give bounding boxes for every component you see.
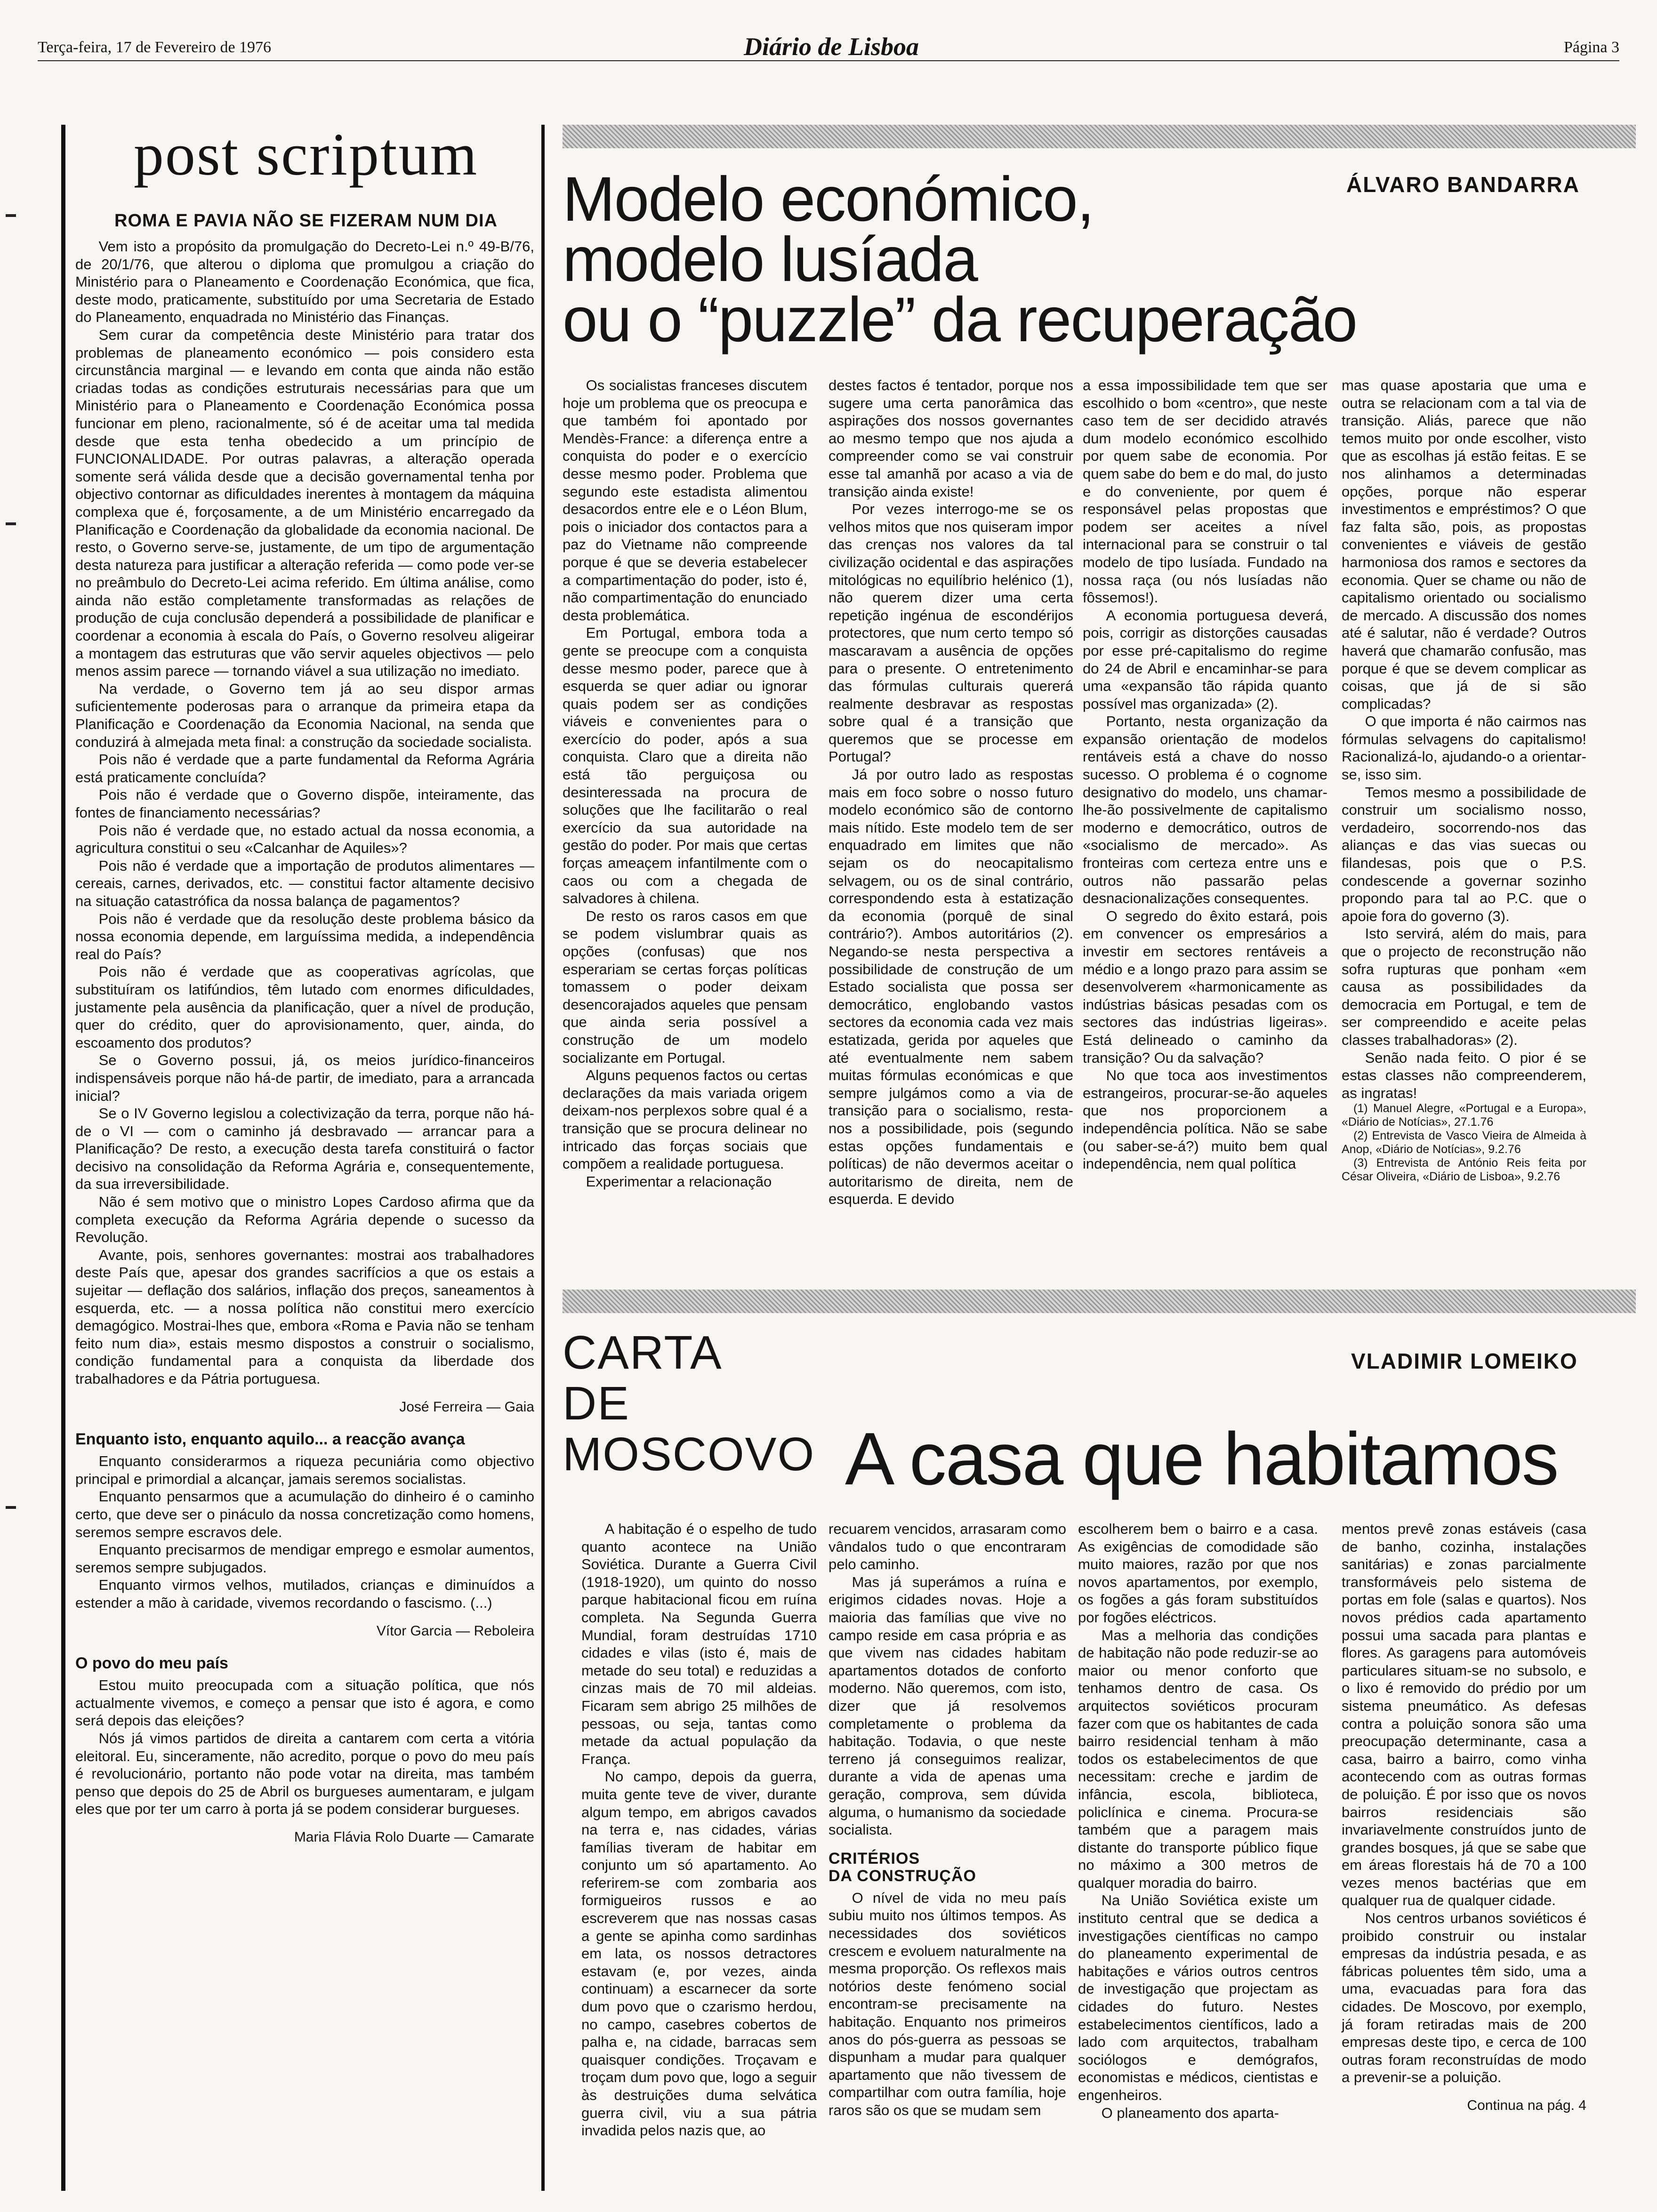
post-scriptum-body (75, 238, 534, 1860)
article-column (1078, 1520, 1318, 2122)
page-header (38, 28, 1619, 61)
paragraph: Enquanto precisarmos de mendigar emprego e esmolar aumentos, seremos sempre subjugados. (75, 1541, 534, 1576)
footnote: (2) Entrevista de Vasco Vieira de Almeida à Anop, «Diário de Notícias», 9.2.76 (1342, 1129, 1586, 1156)
left-border-rule (61, 125, 65, 2191)
paragraph: Pois não é verdade que a importação de produtos alimentares — cereais, carnes, derivados, etc. — constitui factor altamente decisivo na situação catastrófica da nossa balança de pagamentos? (75, 857, 534, 909)
paragraph: Temos mesmo a possibilidade de construir um socialismo nosso, verdadeiro, socorrendo-nos das alianças e das vias suecas ou filandesas, pois que o P.S. condescende a governar sozinho propondo para tal ao P.C. que o apoie fora do governo (3). (1342, 784, 1586, 924)
paragraph: Pois não é verdade que, no estado actual da nossa economia, a agricultura constitui o seu «Calcanhar de Aquiles»? (75, 822, 534, 857)
section-label-line: CARTA (563, 1326, 723, 1379)
headline-line: modelo lusíada (563, 224, 977, 295)
paragraph: Alguns pequenos factos ou certas declarações da mais variada origem deixam-nos perplexos sobre qual é a transição que se procura delinear no intricado das forças sociais que compõem a realidade portuguesa. (563, 1067, 807, 1172)
headline-line: ou o “puzzle” da recuperação (563, 285, 1357, 355)
paragraph: Não é sem motivo que o ministro Lopes Cardoso afirma que da completa execução da Reforma Agrária depende o sucesso da Revolução. (75, 1194, 534, 1246)
margin-mark (6, 214, 16, 217)
footnote: (1) Manuel Alegre, «Portugal e a Europa», «Diário de Notícias», 27.1.76 (1342, 1102, 1586, 1129)
paragraph: Pois não é verdade que as cooperativas agrícolas, que substituíram os latifúndios, têm lutado com enormes dificuldades, justamente pela ausência da planificação, quer a nível de produção, quer do crédito, quer do aprovisionamento, quer, ainda, do escoamento dos produtos? (75, 963, 534, 1051)
letter-signature: José Ferreira — Gaia (399, 1399, 534, 1415)
article-column (828, 377, 1073, 1208)
paragraph: Pois não é verdade que a parte fundamental da Reforma Agrária está praticamente concluída? (75, 751, 534, 785)
article-author: VLADIMIR LOMEIKO (1351, 1349, 1578, 1373)
paragraph: O planeamento dos aparta- (1101, 2104, 1279, 2121)
paragraph: Enquanto virmos velhos, mutilados, crianças e diminuídos a estender a mão à caridade, vivemos recordando o fascismo. (...) (75, 1577, 534, 1611)
paragraph: Mas já superámos a ruína e erigimos cidades novas. Hoje a maioria das famílias que vive no campo reside em casa própria e as que vivem nas cidades habitam apartamentos dotados de conforto moderno. Não queremos, com isto, dizer que já resolvemos completamente o problema da habitação. Todavia, o que neste terreno já conseguimos realizar, durante a vida de apenas uma geração, comprova, sem dúvida alguma, o humanismo da sociedade socialista. (828, 1573, 1066, 1838)
article-author: ÁLVARO BANDARRA (1346, 172, 1580, 197)
continued-link[interactable]: Continua na pág. 4 (1467, 2098, 1586, 2113)
paragraph: Em Portugal, embora toda a gente se preocupe com a conquista desse mesmo poder, parece que à esquerda se quer adiar ou ignorar quais podem ser as condições viáveis e convenientes para o exercício do poder, após a sua conquista. Claro que a direita não está tão perguiçosa ou desinteressada na procura de soluções que lhe facilitarão o real exercício da sua autoridade na gestão do poder. Por mais que certas forças ameaçem infantilmente com o caos ou com a chegada de salvadores à chilena. (563, 625, 807, 907)
paragraph: O que importa é não cairmos nas fórmulas selvagens do capitalismo! Racionalizá-lo, ajudando-o a orientar-se, isso sim. (1342, 713, 1586, 783)
subheading (828, 1850, 1066, 1885)
paragraph: Vem isto a propósito da promulgação do Decreto-Lei n.º 49-B/76, de 20/1/76, que alterou o diploma que promulgou a criação do Ministério para o Planeamento e Coordenação Económica, que fica, deste modo, praticamente, substituído por uma Secretaria de Estado do Planeamento, enquadrada no Ministério das Finanças. (75, 238, 534, 326)
letter-signature: Vítor Garcia — Reboleira (376, 1623, 534, 1639)
paragraph: Experimentar a relacionação (586, 1173, 772, 1190)
margin-mark (6, 522, 16, 525)
paragraph: Pois não é verdade que o Governo dispõe, inteiramente, das fontes de financiamento necessárias? (75, 786, 534, 821)
header-rule (38, 60, 1619, 61)
letter-title: Enquanto isto, enquanto aquilo... a reacção avança (75, 1430, 465, 1449)
paragraph: Senão nada feito. O pior é se estas classes não compreenderem, as ingratas! (1342, 1049, 1586, 1101)
paragraph: Estou muito preocupada com a situação política, que nós actualmente vivemos, e começo a pensar que isto é agora, e como será depois das eleições? (75, 1677, 534, 1729)
paragraph: Nós já vimos partidos de direita a cantarem com certa a vitória eleitoral. Eu, sinceramente, não acredito, porque o povo do meu país é revolucionário, portanto não pode votar na direita, mas também penso que depois do 25 de Abril os burgueses aumentaram, e julgam eles que por ter um carro à porta já se podem considerar burgueses. (75, 1730, 534, 1818)
paragraph: O segredo do êxito estará, pois em convencer os empresários a investir em sectores rentáveis a médio e a longo prazo para assim se desenvolverem «harmonicamente as indústrias básicas pesadas com os sectores das indústrias ligeiras». Está delineado o caminho da transição? Ou da salvação? (1083, 907, 1327, 1066)
issue-date: Terça-feira, 17 de Fevereiro de 1976 (38, 39, 272, 56)
paragraph: Se o IV Governo legislou a colectivização da terra, porque não há-de o VI — com o caminho já desbravado — arrancar para a Planificação? De resto, a execução desta tarefa constituirá o factor decisivo na consolidação da Reforma Agrária e, consequentemente, da sua irreversibilidade. (75, 1105, 534, 1193)
paragraph: Avante, pois, senhores governantes: mostrai aos trabalhadores deste País que, apesar dos grandes sacrifícios a que os estais a sujeitar — deflação dos salários, inflação dos preços, saneamentos à esquerda, etc. — a nossa política não constitui mero exercício demagógico. Mostrai-lhes que, embora «Roma e Pavia não se tenham feito num dia», estais mesmo dispostos a construir o socialismo, condição fundamental para a conquista da liberdade dos trabalhadores e da Pátria portuguesa. (75, 1246, 534, 1387)
article-column (581, 1520, 817, 2140)
article-headline (563, 164, 1480, 355)
paragraph: No que toca aos investimentos estrangeiros, procurar-se-ão aqueles que nos proporcionem a independência política. Não se sabe (ou saber-se-á?) muito bem qual independência, nem qual política (1083, 1067, 1327, 1172)
shaded-band (563, 125, 1636, 148)
paragraph: Os socialistas franceses discutem hoje um problema que os preocupa e que também foi apontado por Mendès-France: a diferença entre a conquista do poder e o exercício desse mesmo poder. Problema que segundo este estadista alimentou desacordos entre ele e o Léon Blum, pois o iniciador dos contactos para a paz do Vietname não compreende porque é que se deveria estabelecer a compartimentação do poder, isto é, não compartimentação do enunciado desta problemática. (563, 377, 807, 624)
paragraph: Já por outro lado as respostas mais em foco sobre o nosso futuro modelo económico são de contorno mais nítido. Este modelo tem de ser enquadrado em limites que não sejam os do neocapitalismo selvagem, ou os de sinal contrário, correspondendo esta à estatização da economia (porquê de sinal contrário?). Ambos autoritários (2). Negando-se nesta perspectiva a possibilidade de construção de um Estado socialista que possa ser democrático, englobando vastos sectores da economia cada vez mais estatizada, gerida por aqueles que até eventualmente nem sabem muitas fórmulas económicas e que sempre julgámos como a via de transição para o socialismo, resta-nos a possibilidade, pois (segundo estas opções fundamentais e políticas) de não devermos aceitar o autoritarismo de direita, nem de esquerda. E devido (828, 766, 1073, 1208)
paragraph: Mas a melhoria das condições de habitação não pode reduzir-se ao maior ou menor conforto que tenhamos dentro de casa. Os arquitectos soviéticos procuram fazer com que os habitantes de cada bairro residencial tenham à mão todos os estabelecimentos de que necessitam: creche e jardim de infância, escola, biblioteca, policlínica e cinema. Procura-se também que a paragem mais distante do transporte público fique no máximo a 300 metros de qualquer moradia do bairro. (1078, 1627, 1318, 1891)
paragraph: escolherem bem o bairro e a casa. As exigências de comodidade são muito maiores, razão por que nos novos apartamentos, por exemplo, os fogões a gás foram substituídos por fogões eléctricos. (1078, 1521, 1318, 1626)
footnotes (1342, 1102, 1586, 1184)
paragraph: Isto servirá, além do mais, para que o projecto de reconstrução não sofra rupturas que ponham «em causa as possibilidades da democracia em Portugal, e tem de ser compreendido e aceite pelas classes trabalhadoras» (2). (1342, 925, 1586, 1048)
article-column (1083, 377, 1327, 1173)
article-headline: A casa que habitamos (845, 1418, 1558, 1500)
section-label-line: DE (563, 1377, 630, 1430)
paragraph: Portanto, nesta organização da expansão orientação de modelos rentáveis está a chave do nosso sucesso. O problema é o cognome designativo do modelo, uns chamar-lhe-ão possivelmente de capitalismo moderno e democrático, outros de «socialismo de mercado». As fronteiras com certeza entre uns e outros não passarão pelas desnacionalizações consequentes. (1083, 713, 1327, 907)
paragraph: A habitação é o espelho de tudo quanto acontece na União Soviética. Durante a Guerra Civil (1918-1920), um quinto do nosso parque habitacional ficou em ruína completa. Na Segunda Guerra Mundial, foram destruídas 1710 cidades e vilas (isto é, mais de metade do seu total) e reduzidas a cinzas mais de 70 mil aldeias. Ficaram sem abrigo 25 milhões de pessoas, ou seja, tantas como metade da actual população da França. (581, 1521, 817, 1767)
subheading-line: DA CONSTRUÇÃO (828, 1867, 976, 1885)
paragraph: Pois não é verdade que da resolução deste problema básico da nossa economia depende, em larguíssima medida, a independência real do País? (75, 910, 534, 962)
letter-title: O povo do meu país (75, 1654, 228, 1673)
paragraph: recuarem vencidos, arrasaram como vândalos tudo o que encontraram pelo caminho. (828, 1521, 1066, 1573)
article-subtitle: ROMA E PAVIA NÃO SE FIZERAM NUM DIA (114, 211, 498, 231)
shaded-band (563, 1290, 1636, 1313)
paragraph: Enquanto pensarmos que a acumulação do dinheiro é o caminho certo, que deve ser o pináculo da nossa concretização como homens, seremos sempre escravos dele. (75, 1488, 534, 1540)
footnote: (3) Entrevista de António Reis feita por César Oliveira, «Diário de Lisboa», 9.2.76 (1342, 1156, 1586, 1184)
paragraph: A economia portuguesa deverá, pois, corrigir as distorções causadas por esse pré-capitalismo do regime do 24 de Abril e encaminhar-se para uma «expansão tão rápida quanto possível mas organizada» (2). (1083, 607, 1327, 712)
paragraph: Sem curar da competência deste Ministério para tratar dos problemas de planeamento económico — pois considero esta circunstância marginal — e levando em conta que ainda não estão criadas todas as condições estruturais necessárias para que um Ministério para o Planeamento e Coordenação Económica possa funcionar em pleno, racionalmente, só é de aceitar uma tal medida desde que esta tenha obedecido a um princípio de FUNCIONALIDADE. Por outras palavras, a alteração operada somente será válida desde que a decisão governamental tenha por objectivo contornar as dificuldades inerentes à montagem da máquina complexa que é, forçosamente, a de um Ministério encarregado da Planificação e Coordenação da globalidade da economia nacional. De resto, o Governo serve-se, justamente, de um tipo de argumentação desta natureza para justificar a alteração referida — como pode ver-se no preâmbulo do Decreto-Lei acima referido. Em última análise, como ainda não estão completamente transformadas as relações de produção de cuja conclusão dependerá a possibilidade de planificar e coordenar a economia à escala do País, o Governo resolveu aligeirar a montagem das estruturas que vão servir aqueles objectivos — pelo menos assim parece — tornando viável a sua utilização no imediato. (75, 326, 534, 680)
paragraph: Enquanto considerarmos a riqueza pecuniária como objectivo principal e primordial a alcançar, jamais seremos socialistas. (75, 1453, 534, 1487)
article-column (1342, 377, 1586, 1184)
letter-signature: Maria Flávia Rolo Duarte — Camarate (294, 1829, 534, 1845)
paragraph: Na verdade, o Governo tem já ao seu dispor armas suficientemente poderosas para o arranque da primeira etapa da Planificação e Coordenação da Economia Nacional, na senda que conduzirá à almejada meta final: a construção da sociedade socialista. (75, 680, 534, 750)
paragraph: Na União Soviética existe um instituto central que se dedica a investigações científicas no campo do planeamento experimental de habitações e vários outros centros de investigação que projectam as cidades do futuro. Nestes estabelecimentos científicos, lado a lado com arquitectos, trabalham sociólogos e demógrafos, economistas e médicos, cientistas e engenheiros. (1078, 1892, 1318, 2103)
paragraph: Se o Governo possui, já, os meios jurídico-financeiros indispensáveis porque não há-de partir, de imediato, para a arrancada inicial? (75, 1052, 534, 1104)
article-column (563, 377, 807, 1190)
column-divider-rule (541, 125, 545, 2191)
paragraph: O nível de vida no meu país subiu muito nos últimos tempos. As necessidades dos soviéticos crescem e evoluem naturalmente na mesma proporção. Os reflexos mais notórios deste fenómeno social encontram-se precisamente na habitação. Enquanto nos primeiros anos do pós-guerra as pessoas se dispunham a mudar para qualquer apartamento que não tivessem de compartilhar com outra família, hoje raros são os que se mudam sem (828, 1889, 1066, 2118)
margin-mark (6, 1506, 16, 1509)
paragraph: No campo, depois da guerra, muita gente teve de viver, durante algum tempo, em abrigos cavados na terra e, nas cidades, várias famílias tiveram de habitar em conjunto um só apartamento. Ao referirem-se com zombaria aos formigueiros russos e ao escreverem que nas nossas casas a gente se apinha como sardinhas em lata, os nossos detractores estavam (e, por vezes, ainda continuam) a escarnecer da sorte dum povo que o czarismo herdou, no campo, casebres cobertos de palha e, na cidade, barracas sem quaisquer condições. Troçavam e troçam dum povo que, logo a seguir às destruições duma selvática guerra civil, viu a sua pátria invadida pelos nazis que, ao (581, 1768, 817, 2139)
subheading-line: CRITÉRIOS (828, 1849, 920, 1867)
section-label (563, 1327, 845, 1480)
paragraph: mas quase apostaria que uma e outra se relacionam com a tal via de transição. Aliás, parece que não temos muito por onde escolher, visto que as escolhas já estão feitas. E se nos alinhamos a determinadas opções, porque não esperar investimentos e empréstimos? O que faz falta são, pois, as propostas convenientes e viáveis de gestão harmoniosa dos ramos e sectores da economia. Quer se chame ou não de capitalismo orientado ou socialismo de mercado. A discussão dos nomes até é salutar, não é verdade? Outros haverá que chamarão confusão, mas porque é que se devem complicar as coisas, que já de si são complicadas? (1342, 377, 1586, 712)
newspaper-logo: Diário de Lisboa (744, 32, 919, 61)
article-column (1342, 1520, 1586, 2129)
paragraph: a essa impossibilidade tem que ser escolhido o bom «centro», que neste caso tem de ser decidido através dum modelo económico escolhido por quem sabe de economia. Por quem sabe do bem e do mal, do justo e do conveniente, por quem é responsável pelas propostas que podem ser aceites a nível internacional para se construir o tal modelo de tipo lusíada. Fundado na nossa raça (ou nós lusíadas não fôssemos!). (1083, 377, 1327, 606)
headline-line: Modelo económico, (563, 164, 1094, 234)
paragraph: Nos centros urbanos soviéticos é proibido construir ou instalar empresas da indústria pesada, e as fábricas poluentes têm sido, uma a uma, evacuadas para fora das cidades. De Moscovo, por exemplo, já foram retiradas mais de 200 empresas deste tipo, e cerca de 100 outras foram reconstruídas de modo a prevenir-se a poluição. (1342, 1910, 1586, 2086)
article-column (828, 1520, 1066, 2119)
paragraph: De resto os raros casos em que se podem vislumbrar quais as opções (confusas) que nos esperariam se certas forças políticas tomassem o poder deixam desencorajados aqueles que pensam que ainda seria possível a construção de um modelo socializante em Portugal. (563, 907, 807, 1066)
paragraph: mentos prevê zonas estáveis (casa de banho, cozinha, instalações sanitárias) e zonas parcialmente transformáveis pelo sistema de portas em fole (salas e quartos). Nos novos prédios cada apartamento possui uma sacada para plantas e flores. As garagens para automóveis particulares situam-se no subsolo, e o lixo é removido do prédio por um sistema pneumático. As defesas contra a poluição sonora são uma preocupação determinante, casa a casa, bairro a bairro, como vinha acontecendo com as outras formas de poluição. É por isso que os novos bairros residenciais são invariavelmente construídos junto de grandes bosques, já que se sabe que em áreas florestais há de 70 a 100 vezes menos bactérias que em qualquer rua de qualquer cidade. (1342, 1521, 1586, 1909)
page-number: Página 3 (1563, 39, 1619, 56)
paragraph: Por vezes interrogo-me se os velhos mitos que nos quiseram impor das crenças nos valores da tal civilização ocidental e das aspirações mitológicas no equilíbrio helénico (1), não querem dizer uma certa repetição ingénua de escondérijos protectores, que num certo tempo só mascaravam a ausência de opções para o presente. O entretenimento das fórmulas culturais quererá realmente desbravar as respostas sobre qual é a transição que queremos que se processe em Portugal? (828, 501, 1073, 765)
section-title: post scriptum (133, 121, 479, 188)
paragraph: destes factos é tentador, porque nos sugere uma certa panorâmica das aspirações dos nossos governantes ao mesmo tempo que nos ajuda a compreender como se vai construir esse tal amanhã por acaso a via de transição ainda existe! (828, 377, 1073, 500)
section-label-line: MOSCOVO (563, 1428, 815, 1481)
